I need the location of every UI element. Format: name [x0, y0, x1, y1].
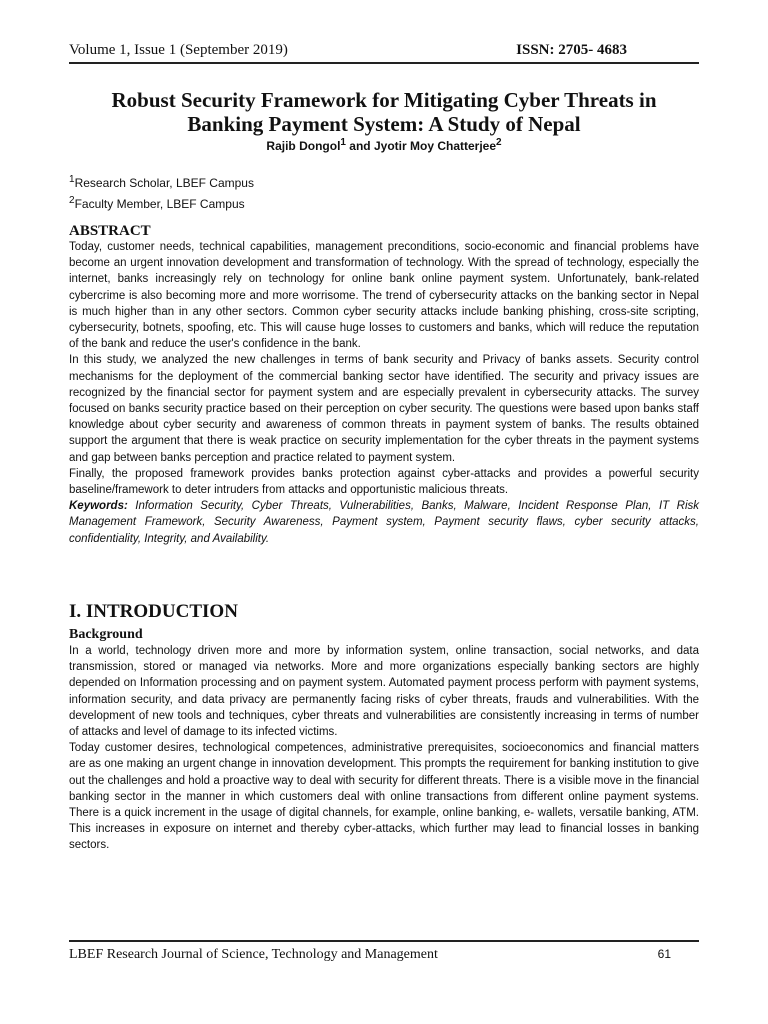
page-number: 61 — [657, 947, 671, 961]
affiliation-2: $^2$Faculty Member, LBEF Campus — [69, 195, 245, 211]
background-subheading: Background — [69, 627, 143, 642]
journal-name: LBEF Research Journal of Science, Technology and Management — [69, 947, 438, 962]
abstract-paragraph-2: In this study, we analyzed the new challenges in terms of bank security and Privacy of banks assets. Security control mechanisms for the deployment of the commercial banking sector have identified. The security and privacy issues are recognized by the financial sector for payment system and are especially prevalent in cybersecurity attacks. The survey focused on banks security practice based on their perception on cyber security. The questions were based upon banks staff knowledge about cyber security and awareness of common threats in payment system of banks. The results obtained support the argument that there is weak practice on security implementation for the cyber threats in the payment systems and gap between banks perception and practice related to payment system. — [69, 354, 699, 464]
keywords — [69, 498, 699, 547]
abstract-paragraph-3: Finally, the proposed framework provides banks protection against cyber-attacks and provides a powerful security baseline/framework to deter intruders from attacks and opportunistic malicious threats. — [69, 467, 699, 497]
running-footer — [69, 940, 699, 963]
affiliations — [69, 171, 699, 213]
intro-paragraph-2: Today customer desires, technological competences, administrative prerequisites, socioeconomics and financial matters are as one making an urgent change in innovation development. This prompts the requirement for banking institution to give out the challenges and hold a proactive way to deal with security for different threats. There is a visible move in the financial banking sector in the manner in which customers deal with online transactions from different online payment systems. There is a quick increment in the usage of digital channels, for example, online banking, e- wallets, versatile banking, ATM. This increases in exposure on internet and thereby cyber-attacks, which further may lead to financial losses in banking sectors. — [69, 742, 699, 852]
volume-issue: Volume 1, Issue 1 (September 2019) — [69, 42, 288, 58]
title-line-2: Banking Payment System: A Study of Nepal — [187, 112, 581, 136]
author-2-sup: 2 — [496, 137, 502, 148]
affiliation-1: $^1$Research Scholar, LBEF Campus — [69, 174, 254, 190]
keywords-label: Keywords: — [69, 500, 128, 513]
abstract-paragraph-1: Today, customer needs, technical capabilities, management preconditions, socio-economic and financial problems have become an urgent innovation development and transformation of technology. With the spread of technology, especially the internet, banks increasingly rely on technology for online bank online payment system. Unfortunately, bank-related cybercrime is also becoming more and more worrisome. The trend of cybersecurity attacks on the banking sector in Nepal is much higher than in any other sectors. Common cyber security attacks include banking phishing, cross-site scripting, cybersecurity, botnets, spoofing, etc. This will cause huge losses to customers and banks, which will reduce the reputation of the bank and reduce the user's confidence in the bank. — [69, 241, 699, 351]
author-list — [69, 137, 699, 153]
keywords-text: Information Security, Cyber Threats, Vulnerabilities, Banks, Malware, Incident Response Plan, IT Risk Management Framework, Security Awareness, Payment system, Payment security flaws, cyber security attacks, confidentiality, Integrity, and Availability. — [69, 500, 699, 545]
title-line-1: Robust Security Framework for Mitigating Cyber Threats in — [111, 88, 657, 112]
running-header — [69, 42, 699, 64]
abstract-heading: ABSTRACT — [69, 223, 151, 239]
author-joiner: and — [345, 139, 374, 153]
author-1-sup: 1 — [340, 137, 346, 148]
abstract-body — [69, 239, 699, 547]
paper-title — [69, 88, 699, 136]
author-2: Jyotir Moy Chatterjee — [373, 139, 497, 153]
introduction-body — [69, 643, 699, 854]
author-1: Rajib Dongol — [266, 139, 341, 153]
issn: ISSN: 2705- 4683 — [516, 42, 627, 58]
introduction-heading: I. INTRODUCTION — [69, 601, 238, 622]
intro-paragraph-1: In a world, technology driven more and more by information system, online transaction, social networks, and data transmission, stored or managed via networks. More and more organizations especially banking sectors are highly depended on Information processing and on payment system. Automated payment process perform with payment systems, information security, and data privacy are permanently facing risks of cyber threats, frauds and vulnerabilities. With the development of new tools and techniques, cyber threats and vulnerabilities are consistently increasing in terms of number of attacks and level of damage to its infected victims. — [69, 645, 699, 739]
